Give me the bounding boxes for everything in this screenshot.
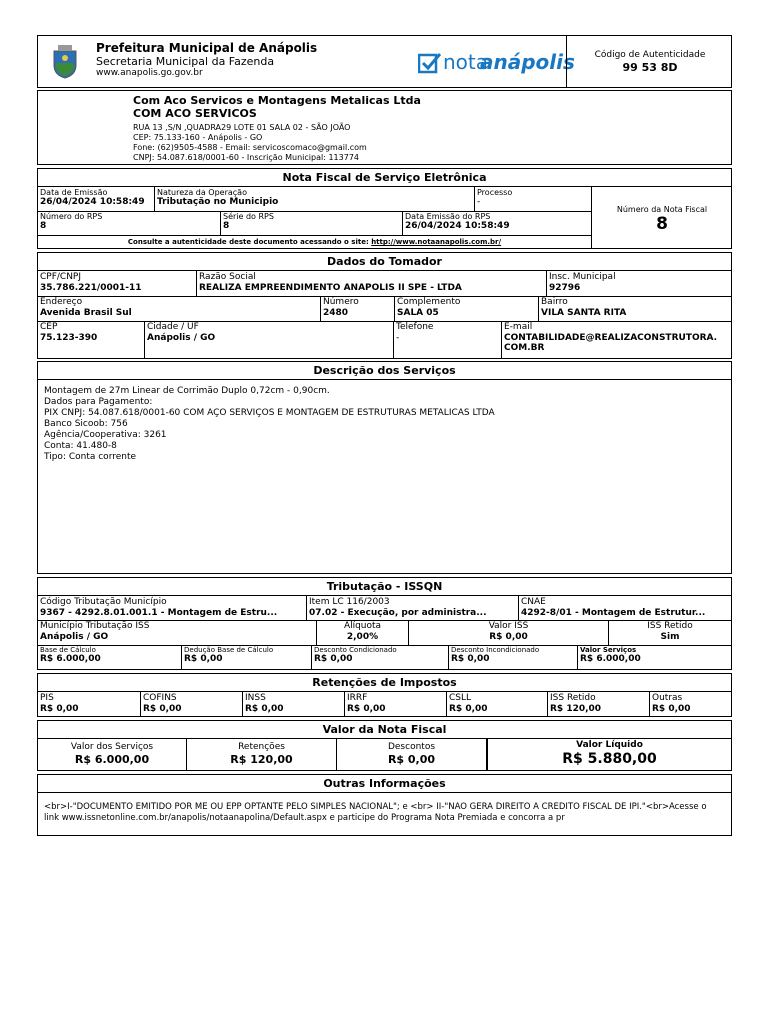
retencao-label: IRRF [347, 693, 368, 703]
outras-line-1: <br>I-"DOCUMENTO EMITIDO POR ME OU EPP OPTANTE PELO SIMPLES NACIONAL"; e <br> II-"NÃO GERA DIREITO A CRÉDITO FISCAL DE IPI."<br>Acesse o [44, 802, 707, 812]
tomador-cep-cell [38, 321, 144, 358]
retencao-value: R$ 0,00 [143, 704, 182, 714]
serie-label: Série do RPS [223, 212, 274, 221]
secretaria-name: Secretaria Municipal da Fazenda [96, 55, 275, 68]
retencoes-total-label: Retenções [238, 742, 285, 752]
retencao-inss [242, 692, 344, 716]
rps-label: Número do RPS [40, 212, 103, 221]
data-rps-value: 26/04/2024 10:58:49 [405, 221, 510, 231]
serie-cell [220, 211, 402, 235]
base-calculo-label: Base de Cálculo [40, 646, 96, 654]
descricao-title: Descrição dos Serviços [38, 362, 731, 380]
cnae-cell [518, 596, 731, 620]
retencoes-title: Retenções de Impostos [38, 674, 731, 692]
tomador-bairro-value: VILA SANTA RITA [541, 308, 627, 318]
processo-cell [474, 187, 591, 211]
retencao-irrf [344, 692, 446, 716]
nota-box [37, 168, 732, 249]
outras-title: Outras Informações [38, 775, 731, 793]
codigo-tributacao-cell [38, 596, 306, 620]
prestador-box [37, 90, 732, 165]
desc-cond-cell [311, 645, 448, 669]
data-emissao-label: Data de Emissão [40, 188, 108, 197]
liquido-total-value: R$ 5.880,00 [562, 751, 657, 767]
numero-nota-label: Número da Nota Fiscal [616, 205, 708, 214]
descricao-line: Agência/Cooperativa: 3261 [44, 430, 167, 440]
descricao-box [37, 361, 732, 574]
prestador-razao: Com Aco Servicos e Montagens Metalicas Ltda [133, 94, 421, 107]
tomador-complemento-label: Complemento [397, 297, 461, 307]
rps-cell [38, 211, 220, 235]
retencao-iss-retido [547, 692, 649, 716]
retencao-value: R$ 0,00 [245, 704, 284, 714]
codigo-tributacao-value: 9367 - 4292.8.01.001.1 - Montagem de Estru... [40, 608, 278, 618]
valor-iss-label: Valor ISS [488, 621, 529, 631]
tomador-endereco-label: Endereço [40, 297, 83, 307]
retencao-label: COFINS [143, 693, 177, 703]
nota-title: Nota Fiscal de Serviço Eletrônica [38, 169, 731, 187]
retencao-value: R$ 0,00 [449, 704, 488, 714]
descricao-lines [44, 386, 495, 463]
valor-servicos-total-value: R$ 6.000,00 [74, 753, 150, 766]
aliquota-cell [316, 620, 408, 645]
valor-nota-title: Valor da Nota Fiscal [38, 721, 731, 739]
data-rps-cell [402, 211, 591, 235]
autenticidade-label: Código de Autenticidade [594, 50, 706, 60]
tomador-razao-cell [196, 271, 546, 296]
tomador-endereco-cell [38, 296, 320, 321]
tomador-telefone-value: - [396, 333, 400, 343]
desc-incond-value: R$ 0,00 [451, 654, 490, 664]
serie-value: 8 [223, 221, 230, 231]
data-emissao-cell [38, 187, 154, 211]
retencao-value: R$ 0,00 [652, 704, 691, 714]
iss-retido-label: ISS Retido [647, 621, 693, 631]
tomador-cidade-value: Anápolis / GO [147, 333, 216, 343]
tomador-numero-cell [320, 296, 394, 321]
item-lc-label: Item LC 116/2003 [309, 597, 390, 607]
tomador-cep-value: 75.123-390 [40, 333, 98, 343]
liquido-total-cell [486, 739, 731, 770]
descricao-line: PIX CNPJ: 54.087.618/0001-60 COM AÇO SERVIÇOS E MONTAGEM DE ESTRUTURAS METALICAS LTDA [44, 408, 495, 418]
aliquota-value: 2,00% [346, 632, 379, 642]
autenticidade-code: 99 53 8D [622, 61, 678, 74]
retencoes-box [37, 673, 732, 717]
codigo-tributacao-label: Código Tributação Município [40, 597, 167, 607]
tomador-cnpj-label: CPF/CNPJ [40, 272, 82, 282]
tomador-bairro-cell [538, 296, 731, 321]
data-emissao-value: 26/04/2024 10:58:49 [40, 197, 145, 207]
consulta-row [38, 235, 591, 249]
tomador-razao-label: Razão Social [199, 272, 256, 282]
desc-cond-label: Desconto Condicionado [314, 646, 397, 654]
retencao-csll [446, 692, 547, 716]
tomador-cnpj-cell [38, 271, 196, 296]
tomador-insc-label: Insc. Municipal [549, 272, 616, 282]
retencoes-total-value: R$ 120,00 [230, 753, 293, 766]
valor-servicos-value: R$ 6.000,00 [580, 654, 641, 664]
tomador-cep-label: CEP [40, 322, 58, 332]
outras-line-2: link www.issnetonline.com.br/anapolis/notaanapolina/Default.aspx e participe do Programa Nota Premiada e concorra a pr [44, 813, 565, 823]
tomador-insc-cell [546, 271, 731, 296]
retencao-value: R$ 0,00 [40, 704, 79, 714]
iss-retido-cell [608, 620, 731, 645]
retencao-label: ISS Retido [550, 693, 596, 703]
descontos-total-cell [336, 739, 486, 770]
tributacao-box [37, 577, 732, 670]
base-calculo-value: R$ 6.000,00 [40, 654, 101, 664]
retencao-value: R$ 0,00 [347, 704, 386, 714]
natureza-cell [154, 187, 474, 211]
tomador-email-label: E-mail [504, 322, 533, 332]
descricao-line: Tipo: Conta corrente [44, 452, 137, 462]
municipio-tributacao-cell [38, 620, 316, 645]
item-lc-cell [306, 596, 518, 620]
tomador-endereco-value: Avenida Brasil Sul [40, 308, 132, 318]
numero-nota-value: 8 [656, 214, 668, 234]
tomador-email-cell [501, 321, 731, 358]
prestador-cnpj: CNPJ: 54.087.618/0001-60 - Inscrição Municipal: 113774 [133, 153, 360, 162]
desc-incond-label: Desconto Incondicionado [451, 646, 540, 654]
tomador-cidade-cell [144, 321, 393, 358]
natureza-label: Natureza da Operação [157, 188, 247, 197]
valor-servicos-total-cell [38, 739, 186, 770]
tomador-cnpj-value: 35.786.221/0001-11 [40, 283, 142, 293]
retencoes-total-cell [186, 739, 336, 770]
valor-servicos-cell [577, 645, 731, 669]
outras-text [44, 802, 732, 824]
check-icon [418, 52, 442, 74]
tomador-box [37, 252, 732, 359]
tomador-title: Dados do Tomador [38, 253, 731, 271]
retencao-pis [38, 692, 140, 716]
valor-nota-box [37, 720, 732, 771]
prestador-fantasia: COM ACO SERVICOS [133, 107, 257, 120]
desc-incond-cell [448, 645, 577, 669]
municipio-tributacao-value: Anápolis / GO [40, 632, 109, 642]
deducao-label: Dedução Base de Cálculo [184, 646, 274, 654]
retencao-outras [649, 692, 731, 716]
prestador-fone: Fone: (62)9505-4588 - Email: servicoscomaco@gmail.com [133, 143, 367, 152]
valor-servicos-total-label: Valor dos Serviços [70, 742, 154, 752]
retencao-label: INSS [245, 693, 266, 703]
tomador-numero-value: 2480 [323, 308, 349, 318]
desc-cond-value: R$ 0,00 [314, 654, 353, 664]
valor-iss-value: R$ 0,00 [489, 632, 528, 642]
descricao-line: Banco Sicoob: 756 [44, 419, 128, 429]
valor-iss-cell [408, 620, 608, 645]
crest-icon [50, 43, 80, 79]
logo-anapolis-text: anápolis [480, 50, 575, 74]
base-calculo-cell [38, 645, 181, 669]
retencao-label: Outras [652, 693, 683, 703]
autenticidade-box [566, 36, 732, 87]
numero-nota-cell [591, 187, 731, 249]
descricao-line: Dados para Pagamento: [44, 397, 153, 407]
descontos-total-label: Descontos [387, 742, 436, 752]
aliquota-label: Alíquota [343, 621, 382, 631]
consulta-link[interactable]: http://www.notaanapolis.com.br/ [371, 238, 502, 246]
tomador-email-value-2: COM.BR [504, 343, 545, 353]
tomador-bairro-label: Bairro [541, 297, 568, 307]
tomador-telefone-label: Telefone [396, 322, 434, 332]
tomador-complemento-value: SALA 05 [397, 308, 439, 318]
header-box [37, 35, 732, 88]
nota-anapolis-logo [418, 50, 575, 78]
tomador-email-value-1: CONTABILIDADE@REALIZACONSTRUTORA. [504, 333, 718, 343]
prefeitura-site: www.anapolis.go.gov.br [96, 68, 203, 78]
tomador-cidade-label: Cidade / UF [147, 322, 199, 332]
liquido-total-label: Valor Líquido [576, 740, 643, 750]
deducao-value: R$ 0,00 [184, 654, 223, 664]
processo-value: - [477, 197, 481, 207]
descontos-total-value: R$ 0,00 [387, 753, 436, 766]
retencao-value: R$ 120,00 [550, 704, 602, 714]
valor-servicos-label: Valor Serviços [580, 646, 637, 654]
descricao-line: Conta: 41.480-8 [44, 441, 117, 451]
retencao-label: CSLL [449, 693, 472, 703]
logo-nota-text: nota [443, 50, 489, 74]
rps-value: 8 [40, 221, 47, 231]
iss-retido-value: Sim [660, 632, 680, 642]
retencao-label: PIS [40, 693, 54, 703]
municipio-tributacao-label: Município Tributação ISS [40, 621, 150, 631]
prefeitura-name: Prefeitura Municipal de Anápolis [96, 41, 318, 55]
prestador-endereco: RUA 13 ,S/N ,QUADRA29 LOTE 01 SALA 02 - SÃO JOÃO [133, 123, 351, 132]
tributacao-title: Tributação - ISSQN [38, 578, 731, 596]
natureza-value: Tributação no Municipio [157, 197, 279, 207]
cnae-label: CNAE [521, 597, 546, 607]
prestador-cep: CEP: 75.133-160 - Anápolis - GO [133, 133, 263, 142]
data-rps-label: Data Emissão do RPS [405, 212, 491, 221]
retencao-cofins [140, 692, 242, 716]
tomador-numero-label: Número [323, 297, 359, 307]
processo-label: Processo [477, 188, 513, 197]
tomador-razao-value: REALIZA EMPREENDIMENTO ANAPOLIS II SPE - LTDA [199, 283, 462, 293]
descricao-line: Montagem de 27m Linear de Corrimão Duplo 0,72cm - 0,90cm. [44, 386, 330, 396]
tomador-telefone-cell [393, 321, 501, 358]
item-lc-value: 07.02 - Execução, por administra... [309, 608, 487, 618]
consulta-text: Consulte a autenticidade deste documento acessando o site: [127, 238, 369, 246]
deducao-cell [181, 645, 311, 669]
tomador-insc-value: 92796 [549, 283, 581, 293]
tomador-complemento-cell [394, 296, 538, 321]
outras-box [37, 774, 732, 836]
cnae-value: 4292-8/01 - Montagem de Estrutur... [521, 608, 706, 618]
